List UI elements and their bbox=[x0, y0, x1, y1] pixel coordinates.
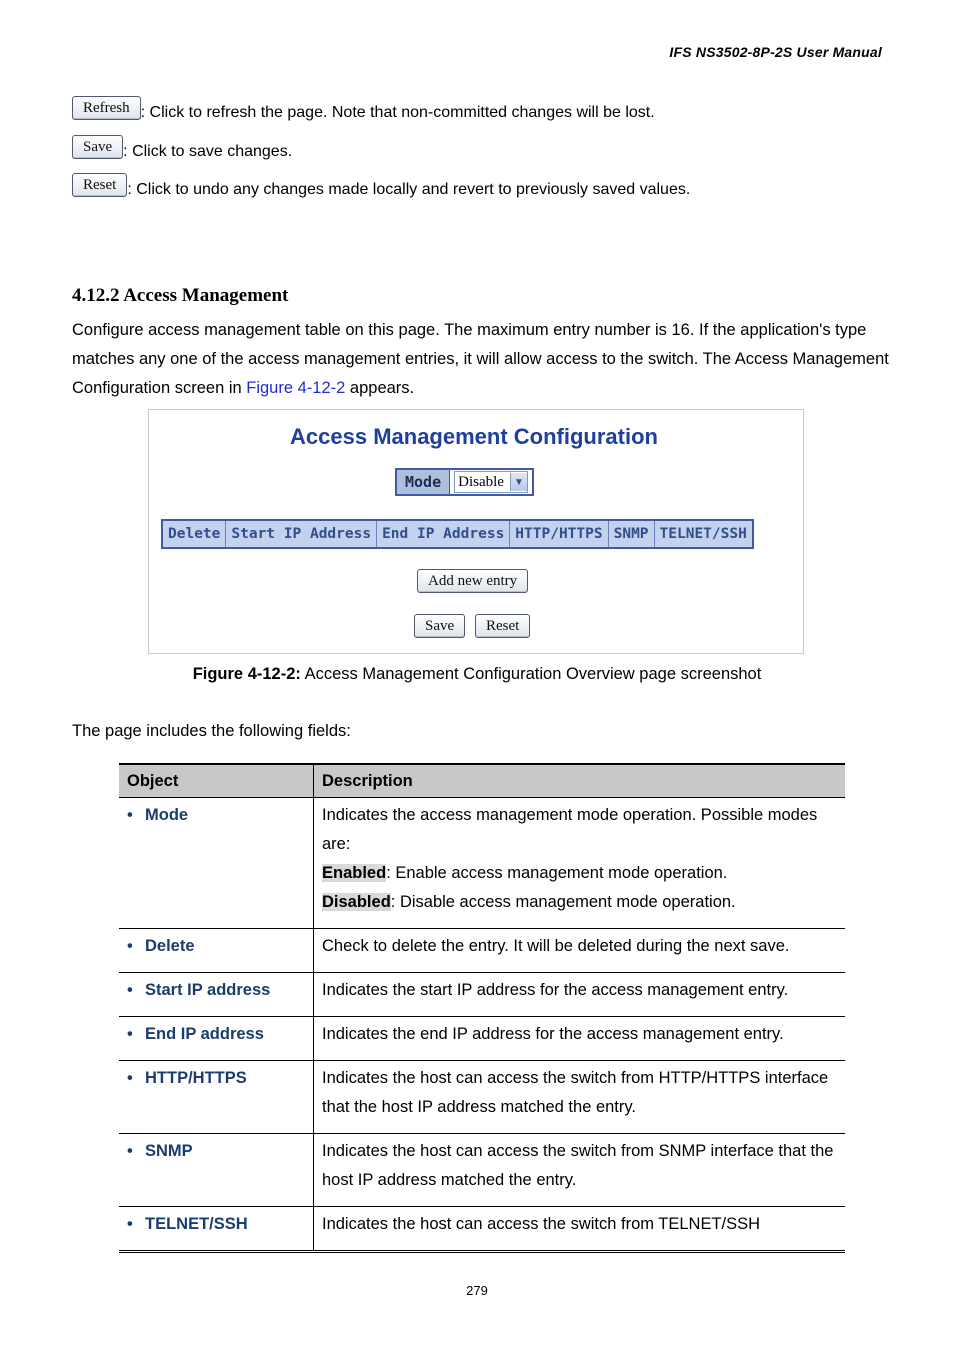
paragraph-text: Configure access management table on this page. The maximum entry number is 16. If the application's type matches any one of the access management entries, it will allow access to the switch. The Access Management Configuration screen in bbox=[72, 321, 889, 397]
description-cell: Indicates the host can access the switch from HTTP/HTTPS interface that the host IP address matched the entry. bbox=[314, 1061, 846, 1134]
bullet-icon: • bbox=[127, 1215, 133, 1233]
table-row bbox=[119, 929, 845, 973]
object-cell bbox=[119, 798, 314, 929]
table-row bbox=[119, 1017, 845, 1061]
mode-select[interactable] bbox=[454, 471, 528, 493]
fields-table bbox=[119, 763, 845, 1253]
object-cell bbox=[119, 1017, 314, 1061]
description-line bbox=[322, 888, 837, 917]
reset-legend bbox=[72, 171, 690, 199]
fields-intro: The page includes the following fields: bbox=[72, 722, 351, 740]
col-snmp: SNMP bbox=[608, 520, 654, 548]
chevron-down-icon[interactable]: ▼ bbox=[510, 473, 527, 491]
object-name: Start IP address bbox=[145, 981, 271, 999]
caption-text: Access Management Configuration Overview page screenshot bbox=[300, 665, 762, 683]
running-header: IFS NS3502-8P-2S User Manual bbox=[669, 44, 882, 60]
description-text: : Enable access management mode operation. bbox=[386, 864, 728, 882]
object-name: SNMP bbox=[145, 1142, 193, 1160]
keyword: Enabled bbox=[322, 864, 387, 882]
mode-row bbox=[395, 468, 534, 496]
mode-select-wrapper bbox=[450, 470, 532, 494]
description-header: Description bbox=[314, 764, 846, 798]
page-number: 279 bbox=[466, 1283, 488, 1298]
section-paragraph bbox=[72, 316, 892, 403]
refresh-legend bbox=[72, 94, 655, 122]
bullet-icon: • bbox=[127, 1142, 133, 1160]
refresh-button[interactable]: Refresh bbox=[72, 96, 141, 120]
figure-save-button[interactable]: Save bbox=[414, 614, 465, 638]
object-cell bbox=[119, 973, 314, 1017]
fields-header bbox=[119, 764, 845, 798]
access-table-header bbox=[162, 520, 753, 548]
col-http: HTTP/HTTPS bbox=[510, 520, 608, 548]
object-name: Mode bbox=[145, 806, 189, 824]
description-text: : Disable access management mode operation. bbox=[390, 893, 736, 911]
bullet-icon: • bbox=[127, 981, 133, 999]
description-cell: Check to delete the entry. It will be deleted during the next save. bbox=[314, 929, 846, 973]
section-title: 4.12.2 Access Management bbox=[72, 285, 289, 306]
object-name: End IP address bbox=[145, 1025, 264, 1043]
object-name: Delete bbox=[145, 937, 195, 955]
reset-button[interactable]: Reset bbox=[72, 173, 127, 197]
mode-value: Disable bbox=[458, 473, 504, 490]
refresh-description: : Click to refresh the page. Note that non-committed changes will be lost. bbox=[140, 104, 655, 121]
description-cell: Indicates the host can access the switch from TELNET/SSH bbox=[314, 1207, 846, 1252]
figure-link[interactable]: Figure 4-12-2 bbox=[246, 379, 346, 397]
paragraph-tail: appears. bbox=[345, 379, 415, 397]
figure-title: Access Management Configuration bbox=[290, 424, 658, 449]
caption-label: Figure 4-12-2: bbox=[192, 665, 301, 683]
col-end-ip: End IP Address bbox=[377, 520, 510, 548]
object-cell bbox=[119, 1061, 314, 1134]
object-cell bbox=[119, 929, 314, 973]
col-telnet: TELNET/SSH bbox=[654, 520, 753, 548]
save-button[interactable]: Save bbox=[72, 135, 123, 159]
save-legend bbox=[72, 133, 292, 161]
reset-description: : Click to undo any changes made locally and revert to previously saved values. bbox=[127, 181, 691, 198]
description-line: Indicates the access management mode operation. Possible modes are: bbox=[322, 806, 818, 853]
table-row bbox=[119, 1134, 845, 1207]
table-row bbox=[119, 973, 845, 1017]
col-delete: Delete bbox=[162, 520, 226, 548]
mode-label: Mode bbox=[397, 470, 450, 494]
figure-screenshot bbox=[148, 409, 804, 654]
object-name: TELNET/SSH bbox=[145, 1215, 248, 1233]
bullet-icon: • bbox=[127, 806, 133, 824]
description-cell: Indicates the host can access the switch from SNMP interface that the host IP address matched the entry. bbox=[314, 1134, 846, 1207]
description-cell bbox=[314, 798, 846, 929]
description-cell: Indicates the end IP address for the access management entry. bbox=[314, 1017, 846, 1061]
description-line bbox=[322, 859, 837, 888]
col-start-ip: Start IP Address bbox=[226, 520, 377, 548]
bullet-icon: • bbox=[127, 1025, 133, 1043]
keyword: Disabled bbox=[322, 893, 391, 911]
bullet-icon: • bbox=[127, 1069, 133, 1087]
description-cell: Indicates the start IP address for the access management entry. bbox=[314, 973, 846, 1017]
figure-reset-button[interactable]: Reset bbox=[475, 614, 530, 638]
add-new-entry-button[interactable]: Add new entry bbox=[417, 569, 528, 593]
object-name: HTTP/HTTPS bbox=[145, 1069, 247, 1087]
object-header: Object bbox=[119, 764, 314, 798]
object-cell bbox=[119, 1134, 314, 1207]
figure-caption bbox=[0, 665, 954, 684]
save-description: : Click to save changes. bbox=[123, 143, 293, 160]
table-row bbox=[119, 798, 845, 929]
table-row bbox=[119, 1061, 845, 1134]
bullet-icon: • bbox=[127, 937, 133, 955]
access-table bbox=[161, 519, 754, 549]
table-row bbox=[119, 1207, 845, 1252]
object-cell bbox=[119, 1207, 314, 1252]
